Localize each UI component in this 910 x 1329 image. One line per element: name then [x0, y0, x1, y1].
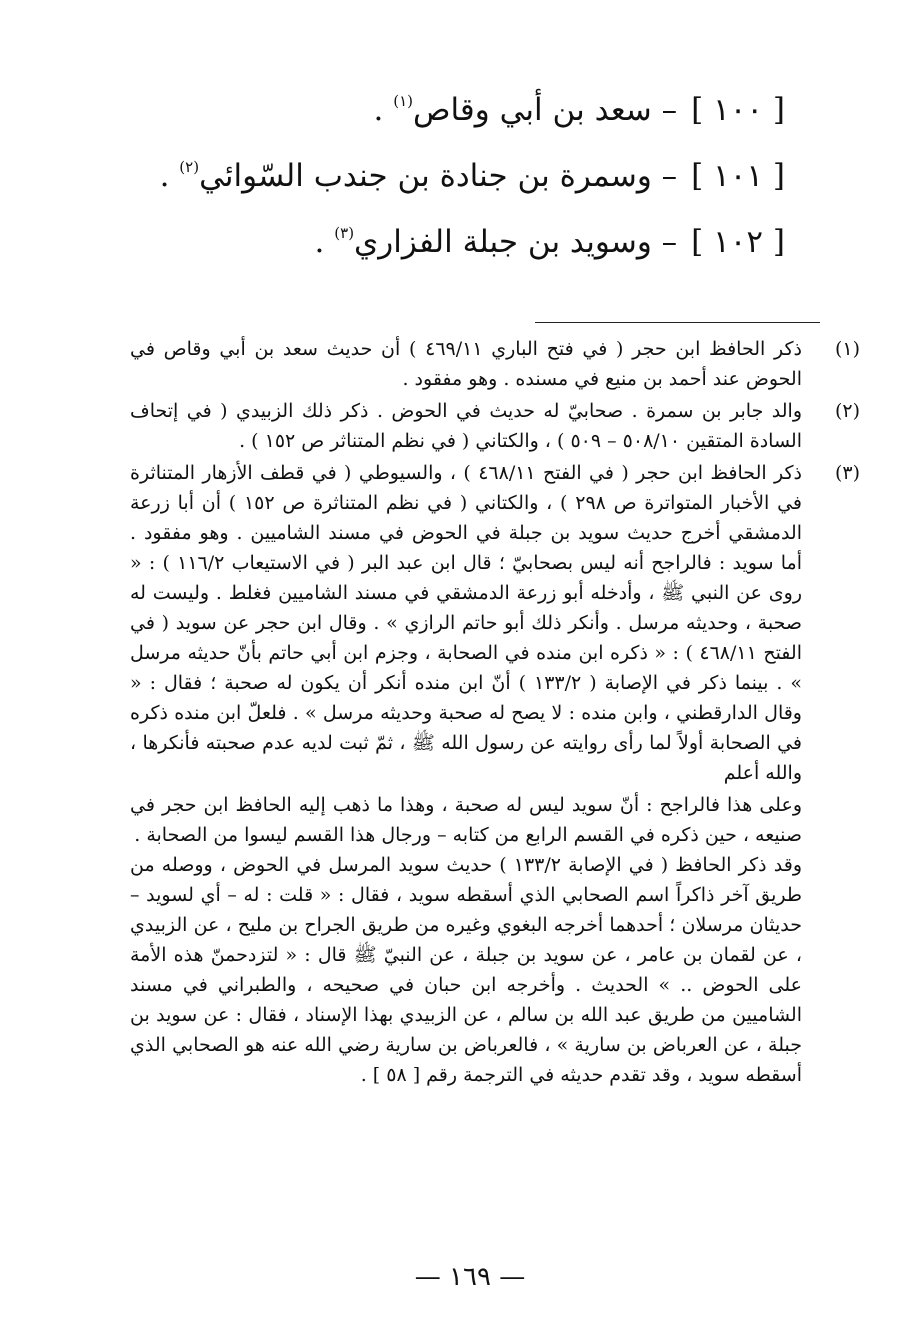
page-number: — ١٦٩ — [414, 1262, 526, 1292]
entry-text: – سعد بن أبي وقاص [413, 92, 678, 128]
entry-list [125, 90, 785, 288]
footnote-text: والد جابر بن سمرة . صحابيّ له حديث في الحوض . ذكر ذلك الزبيدي ( في إتحاف السادة المتقين ٥٠٨/١٠ – ٥٠٩ ) ، والكتاني ( في نظم المتناثر ص ١٥٢ ) . [130, 400, 802, 452]
footnote-label: (٣) [834, 462, 860, 484]
footnote-ref: (٣) [334, 224, 355, 242]
footnote-separator [535, 322, 820, 323]
footnote-ref: (٢) [179, 158, 200, 176]
entry-number: [ ١٠١ ] [691, 158, 785, 194]
footnote-text: ذكر الحافظ ابن حجر ( في فتح الباري ٤٦٩/١١ ) أن حديث سعد بن أبي وقاص في الحوض عند أحمد بن منيع في مسنده . وهو مفقود . [130, 338, 802, 390]
footnote-2 [130, 396, 860, 456]
entry-end: . [373, 92, 384, 128]
footnote-ref: (١) [393, 92, 413, 110]
entry-100 [125, 90, 785, 156]
entry-102 [125, 222, 785, 288]
entry-end: . [314, 224, 325, 260]
footnote-1 [130, 334, 860, 394]
entry-text: – وسويد بن جبلة الفزاري [354, 224, 678, 260]
footnote-label: (١) [834, 338, 860, 360]
entry-101 [125, 156, 785, 222]
entry-number: [ ١٠٠ ] [691, 92, 785, 128]
entry-end: . [159, 158, 170, 194]
footnote-paragraph: وقد ذكر الحافظ ( في الإصابة ١٣٣/٢ ) حديث سويد المرسل في الحوض ، ووصله من طريق آخر ذاكراً اسم الصحابي الذي أسقطه سويد ، فقال : « قلت : له – أي لسويد – حديثان مرسلان ؛ أحدهما أخرجه البغوي وغيره من طريق الجراح بن مليح ، عن الزبيدي ، عن لقمان بن عامر ، عن سويد بن جبلة ، عن النبيّ ﷺ قال : « لتزدحمنّ هذه الأمة على الحوض .. » الحديث . وأخرجه ابن حبان في صحيحه ، والطبراني في مسند الشاميين من طريق عبد الله بن سالم ، عن الزبيدي بهذا الإسناد ، فقال : عن سويد بن جبلة ، عن العرباض بن سارية » ، فالعرباض بن سارية رضي الله عنه هو الصحابي الذي أسقطه سويد ، وقد تقدم حديثه في الترجمة رقم [ ٥٨ ] . [130, 854, 803, 1086]
entry-number: [ ١٠٢ ] [691, 224, 785, 260]
footnote-paragraph: وعلى هذا فالراجح : أنّ سويد ليس له صحبة ، وهذا ما ذهب إليه الحافظ ابن حجر في صنيعه ، حين ذكره في القسم الرابع من كتابه – ورجال هذا القسم ليسوا من الصحابة . [130, 794, 802, 846]
footnote-label: (٢) [834, 400, 860, 422]
footnotes [130, 334, 860, 1090]
entry-text: – وسمرة بن جنادة بن جندب السّوائي [199, 158, 678, 194]
footnote-3-continuation [130, 790, 860, 1090]
footnote-text: ذكر الحافظ ابن حجر ( في الفتح ٤٦٨/١١ ) ، والسيوطي ( في قطف الأزهار المتناثرة في الأخبار المتواترة ص ٢٩٨ ) ، والكتاني ( في نظم المتناثرة ص ١٥٢ ) أن أبا زرعة الدمشقي أخرج حديث سويد بن جبلة في الحوض في مسند الشاميين . وهو مفقود . أما سويد : فالراجح أنه ليس بصحابيّ ؛ قال ابن عبد البر ( في الاستيعاب ١١٦/٢ ) : « روى عن النبي ﷺ ، وأدخله أبو زرعة الدمشقي في مسند الشاميين فغلط . وليست له صحبة ، وحديثه مرسل . وأنكر ذلك أبو حاتم الرازي » . وقال ابن حجر عن سويد ( في الفتح ٤٦٨/١١ ) : « ذكره ابن منده في الصحابة ، وجزم ابن أبي حاتم بأنّ حديثه مرسل » . بينما ذكر في الإصابة ( ١٣٣/٢ ) أنّ ابن منده أنكر أن يكون له صحبة ؛ فقال : « وقال الدارقطني ، وابن منده : لا يصح له صحبة وحديثه مرسل » . فلعلّ ابن منده ذكره في الصحابة أولاً لما رأى روايته عن رسول الله ﷺ ، ثمّ ثبت لديه عدم صحبته فأنكرها ، والله أعلم [130, 462, 802, 784]
footnote-3 [130, 458, 860, 788]
